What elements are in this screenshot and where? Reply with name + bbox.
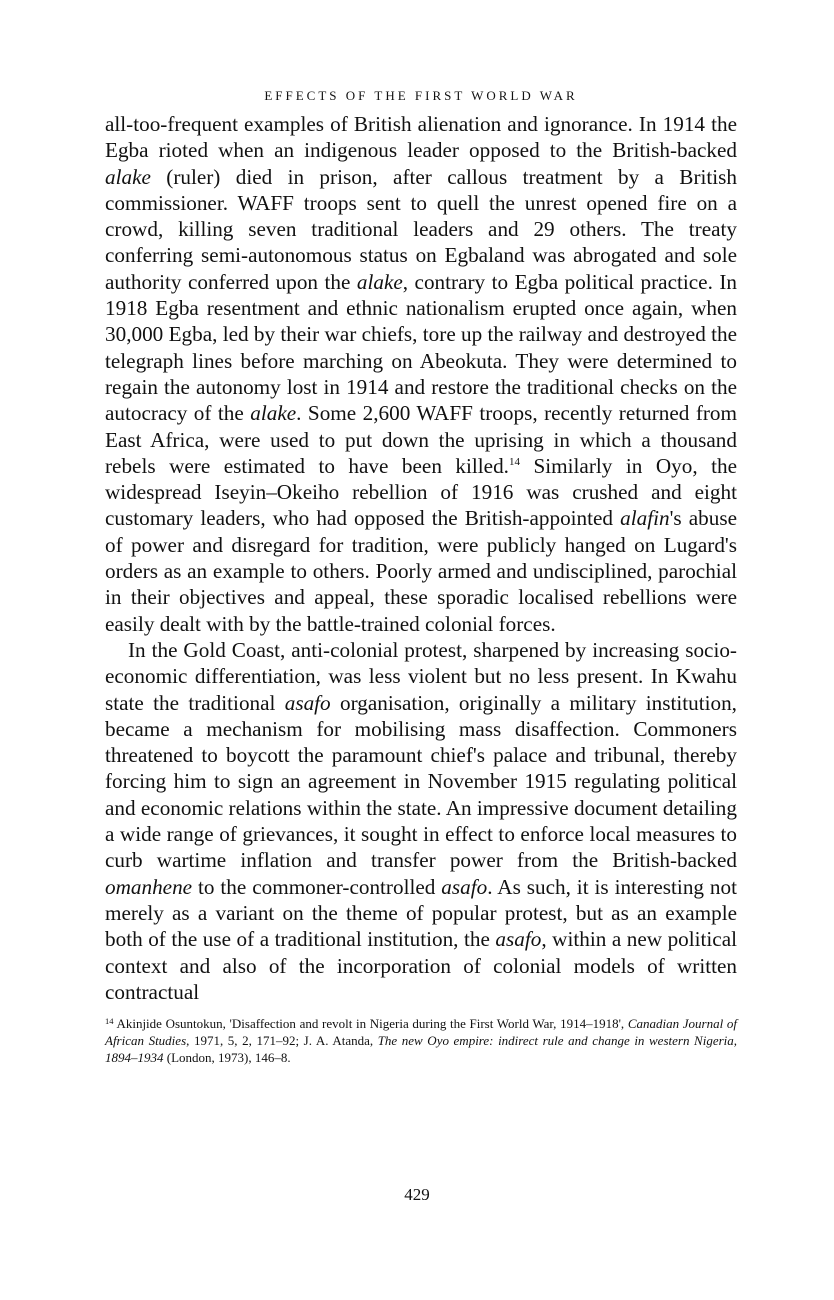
running-head: EFFECTS OF THE FIRST WORLD WAR [264, 88, 578, 103]
page-number: 429 [404, 1185, 430, 1204]
italic-term: alake [250, 401, 297, 426]
text-run: (ruler) died in prison, after callous treatment by a British commissioner. WAFF troops sent to quell the unrest opened fire on a crowd, killing seven traditional leaders and 29 others. The treaty conferring semi-autonomous status on Egbaland was abrogated and sole authority conferred upon the [105, 164, 737, 294]
paragraph-2 [105, 637, 737, 1005]
footnote-14 [105, 1015, 737, 1066]
footnote-journal-title: Canadian Journal of African Studies [105, 1016, 737, 1049]
italic-term: alake [105, 164, 151, 189]
text-run: Similarly in Oyo, the widespread Iseyin–Okeiho rebellion of 1916 was crushed and eight customary leaders, who had opposed the British-appointed [105, 453, 738, 531]
text-run: . Some 2,600 WAFF troops, recently returned from East Africa, were used to put down the uprising in which a thousand rebels were estimated to have been killed. [105, 401, 738, 478]
text-run: all-too-frequent examples of British alienation and ignorance. In 1914 the Egba rioted when an indigenous leader opposed to the British-backed [105, 112, 737, 163]
italic-term: asafo [284, 690, 331, 715]
text-run: In the Gold Coast, anti-colonial protest, sharpened by increasing socio-economic differentiation, was less violent but no less present. In Kwahu state the traditional [105, 637, 737, 715]
footnote-text: Akinjide Osuntokun, 'Disaffection and revolt in Nigeria during the First World War, 1914–1918', [113, 1016, 628, 1032]
footnote-text: (London, 1973), 146–8. [163, 1050, 291, 1066]
italic-term: asafo [495, 927, 542, 952]
footnote-number: 14 [105, 1016, 114, 1027]
italic-term: omanhene [105, 874, 193, 899]
italic-term: alake [356, 269, 403, 294]
text-run: organisation, originally a military institution, became a mechanism for mobilising mass disaffection. Commoners threatened to boycott the paramount chief's palace and tribunal, thereby forcing him to sign an agreement in November 1915 regulating political and economic relations within the state. An impressive document detailing a wide range of grievances, it sought in effect to enforce local measures to curb wartime inflation and transfer power from the British-backed [105, 690, 737, 873]
footnote-text: , 1971, 5, 2, 171–92; J. A. Atanda, [186, 1033, 378, 1049]
page-body [105, 88, 737, 1066]
italic-term: asafo [441, 874, 488, 899]
text-run: to the commoner-controlled [192, 874, 442, 899]
text-run: 's abuse of power and disregard for tradition, were publicly hanged on Lugard's orders as an example to others. Poorly armed and undisciplined, parochial in their objectives and appeal, these sporadic localised rebellions were easily dealt with by the battle-trained colonial forces. [105, 506, 737, 636]
footnote-book-title: The new Oyo empire: indirect rule and change in western Nigeria, 1894–1934 [105, 1033, 738, 1066]
footnote-reference[interactable]: 14 [508, 455, 520, 468]
paragraph-1 [105, 111, 737, 637]
main-text [105, 111, 737, 1005]
text-run: , contrary to Egba political practice. In 1918 Egba resentment and ethnic nationalism erupted once again, when 30,000 Egba, led by their war chiefs, tore up the railway and destroyed the telegraph lines before marching on Abeokuta. They were determined to regain the autonomy lost in 1914 and restore the traditional checks on the autocracy of the [105, 269, 738, 426]
text-run: , within a new political context and also of the incorporation of colonial models of written contractual [105, 927, 737, 1004]
italic-term: alafin [620, 506, 670, 531]
text-run: . As such, it is interesting not merely as a variant on the theme of popular protest, but as an example both of the use of a traditional institution, the [105, 874, 738, 952]
